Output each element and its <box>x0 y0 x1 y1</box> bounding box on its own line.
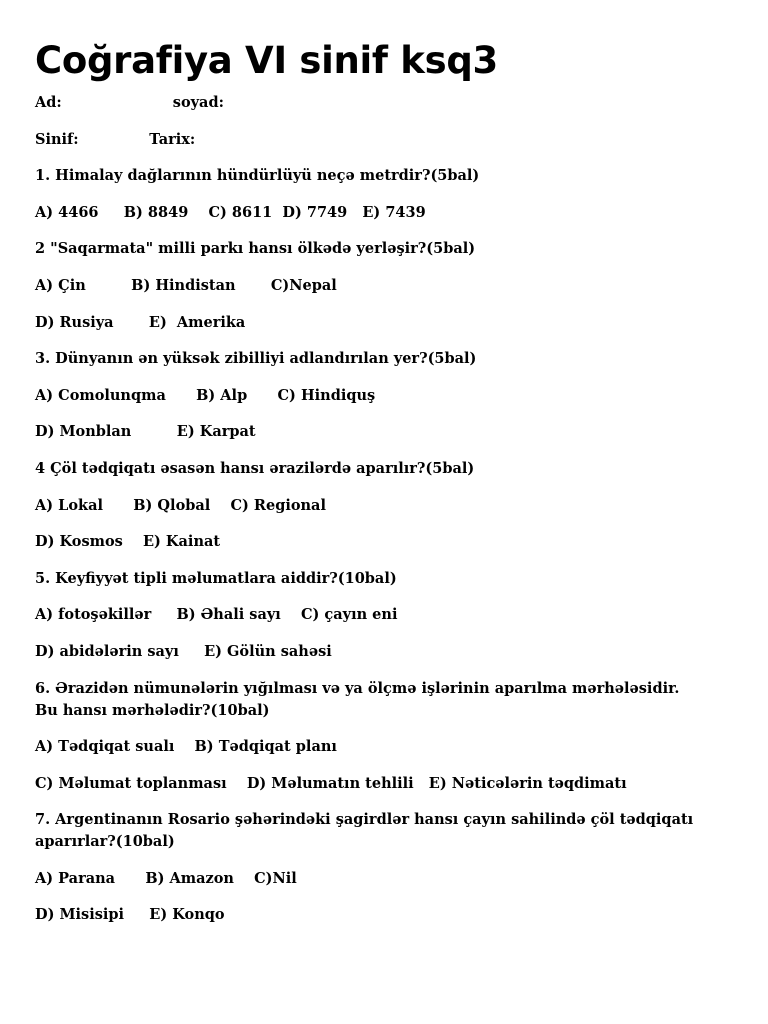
question-3: 3. Dünyanın ən yüksək zibilliyi adlandırılan yer?(5bal) <box>35 350 477 368</box>
question-5: 5. Keyfiyyət tipli məlumatlara aiddir?(10bal) <box>35 569 397 587</box>
question-6: 6. Ərazidən nümunələrin yığılması və ya ölçmə işlərinin aparılma mərhələsidir. Bu hansı mərhələdir?(10bal) <box>35 679 680 719</box>
question-2-options-b: D) Rusiya E) Amerika <box>35 313 246 331</box>
question-4: 4 Çöl tədqiqatı əsasən hansı ərazilərdə aparılır?(5bal) <box>35 459 475 477</box>
question-4-options-a: A) Lokal B) Qlobal C) Regional <box>35 496 326 514</box>
question-6-options-b: C) Məlumat toplanması D) Məlumatın tehlili E) Nəticələrin təqdimatı <box>35 774 627 792</box>
question-2: 2 "Saqarmata" milli parkı hansı ölkədə yerləşir?(5bal) <box>35 240 476 258</box>
question-1-options: A) 4466 B) 8849 C) 8611 D) 7749 E) 7439 <box>35 203 426 221</box>
question-5-options-a: A) fotoşəkillər B) Əhali sayı C) çayın eni <box>35 606 398 624</box>
question-3-options-b: D) Monblan E) Karpat <box>35 423 256 441</box>
question-7-options-b: D) Misisipi E) Konqo <box>35 906 225 924</box>
question-5-options-b: D) abidələrin sayı E) Gölün sahəsi <box>35 642 332 660</box>
question-1: 1. Himalay dağlarının hündürlüyü neçə metrdir?(5bal) <box>35 167 480 185</box>
class-date-line: Sinif: Tarix: <box>35 130 196 148</box>
document-title: Coğrafiya VI sinif ksq3 <box>35 39 498 82</box>
question-3-options-a: A) Comolunqma B) Alp C) Hindiquş <box>35 386 376 404</box>
question-7: 7. Argentinanın Rosario şəhərindəki şagirdlər hansı çayın sahilində çöl tədqiqatı aparırlar?(10bal) <box>35 811 694 851</box>
question-7-options-a: A) Parana B) Amazon C)Nil <box>35 869 297 887</box>
question-2-options-a: A) Çin B) Hindistan C)Nepal <box>35 276 337 294</box>
question-6-options-a: A) Tədqiqat sualı B) Tədqiqat planı <box>35 738 337 756</box>
question-4-options-b: D) Kosmos E) Kainat <box>35 533 221 551</box>
student-name-line: Ad: soyad: <box>35 94 224 111</box>
document-page <box>35 38 735 941</box>
